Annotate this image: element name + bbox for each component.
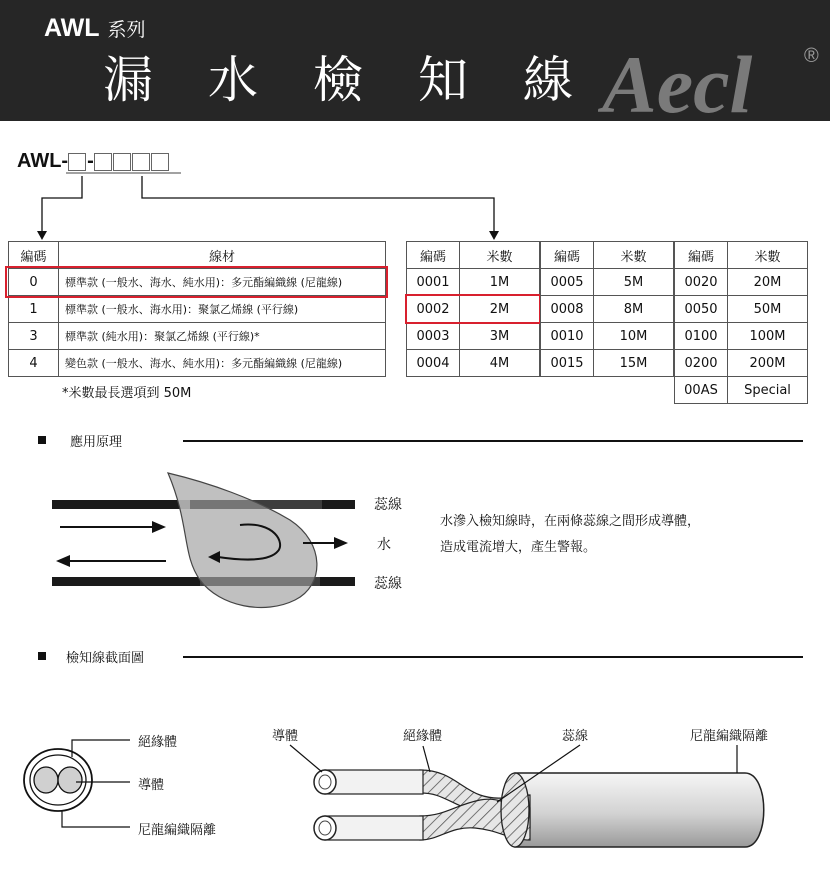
length-code: 0004 [407,350,460,377]
length-value: 8M [594,296,674,323]
length-value: 1M [460,269,540,296]
insulator-bottom [325,816,423,840]
label-conductor: 導體 [138,778,165,793]
arrow-right-icon [152,521,166,533]
length-value: Special [728,377,808,404]
material-connector [42,176,82,233]
table-row [407,350,540,377]
table-row [675,350,808,377]
section-heading: 檢知線截面圖 [66,651,145,666]
table-row [541,323,674,350]
length-code: 0001 [407,269,460,296]
leader-top-insulator [423,746,430,772]
length-code: 0010 [541,323,594,350]
column-header: 米數 [460,242,540,269]
length-connector [142,176,494,233]
bullet-icon [38,436,46,444]
length-code: 0050 [675,296,728,323]
table-row [675,323,808,350]
length-value: 3M [460,323,540,350]
table-row [9,323,386,350]
material-table [8,241,386,377]
conductor-core-top [319,775,331,789]
length-code: 0002 [407,296,460,323]
material-desc: 標準款 (純水用)：聚氯乙烯線 (平行線)* [59,323,386,350]
registered-mark: ® [804,45,819,67]
length-table-2 [540,241,674,377]
table-row [541,350,674,377]
length-value: 200M [728,350,808,377]
length-note: *米數最長選項到 50M [62,386,192,401]
table-row [541,296,674,323]
label-water: 水 [377,537,391,553]
column-header: 編碼 [9,242,59,269]
material-desc: 標準款 (一般水、海水、純水用)：多元酯編織線 (尼龍線) [59,269,386,296]
material-code: 1 [9,296,59,323]
principle-diagram [40,465,380,615]
table-row [407,323,540,350]
length-code: 0008 [541,296,594,323]
insulator-top [325,770,423,794]
arrow-right-icon [334,537,348,549]
leader-top-conductor [290,745,322,772]
column-header: 編碼 [675,242,728,269]
series-word: 系列 [107,19,146,41]
arrow-down-icon [37,231,47,240]
table-row [541,269,674,296]
length-code: 0003 [407,323,460,350]
label-core-top: 蕊線 [374,497,402,513]
length-value: 15M [594,350,674,377]
label-core-bottom: 蕊線 [374,576,402,592]
label-top-insulator: 絕緣體 [403,729,443,744]
length-code: 0015 [541,350,594,377]
length-code: 00AS [675,377,728,404]
brand-logo-text: Aecl [602,39,753,121]
length-code: 0200 [675,350,728,377]
wire-in-water [200,577,320,586]
section-cross-section [38,647,803,667]
length-value: 100M [728,323,808,350]
code-prefix: AWL- [17,150,69,172]
principle-text-line1: 水滲入檢知線時，在兩條蕊線之間形成導體， [440,514,701,529]
bullet-icon [38,652,46,660]
material-code: 0 [9,269,59,296]
length-value: 50M [728,296,808,323]
principle-text-line2: 造成電流增大，產生警報。 [440,540,597,555]
arrow-left-icon [56,555,70,567]
section-rule [183,656,803,658]
highlight-box [5,266,388,298]
label-top-conductor: 導體 [272,729,299,744]
length-code: 0005 [541,269,594,296]
length-code: 0100 [675,323,728,350]
water-drop [168,473,317,607]
cable-sheath [515,773,764,847]
material-desc: 變色款 (一般水、海水、純水用)：多元酯編織線 (尼龍線) [59,350,386,377]
length-value: 20M [728,269,808,296]
arrow-down-icon [489,231,499,240]
label-braid: 尼龍編織隔離 [138,823,217,838]
column-header: 米數 [594,242,674,269]
section-heading: 應用原理 [70,435,123,450]
column-header: 編碼 [541,242,594,269]
series-code: AWL [44,14,100,42]
code-dash: - [87,150,94,172]
column-header: 米數 [728,242,808,269]
length-table-3 [674,241,808,404]
leader-insulator [72,740,130,757]
section-rule [183,440,803,442]
length-value: 10M [594,323,674,350]
braid-end [501,773,529,847]
column-header: 線材 [59,242,386,269]
label-top-braid: 尼龍編織隔離 [690,729,769,744]
label-insulator: 絕緣體 [138,735,178,750]
core-right-circle [58,767,82,793]
page-title: 漏水檢知線 [103,51,628,109]
material-code: 3 [9,323,59,350]
table-row [675,296,808,323]
table-row [9,350,386,377]
table-row [675,269,808,296]
table-row [675,377,808,404]
length-value: 5M [594,269,674,296]
table-header-row [9,242,386,269]
core-left-circle [34,767,58,793]
table-row [407,269,540,296]
wire-in-water [190,500,322,509]
leader-braid [62,810,130,827]
label-top-core: 蕊線 [562,729,589,744]
table-row [9,296,386,323]
code-connector-lines [0,0,830,250]
column-header: 編碼 [407,242,460,269]
highlight-box [405,294,541,324]
length-value: 2M [460,296,540,323]
material-desc: 標準款 (一般水、海水用)：聚氯乙烯線 (平行線) [59,296,386,323]
length-code: 0020 [675,269,728,296]
material-code: 4 [9,350,59,377]
conductor-core-bottom [319,821,331,835]
length-value: 4M [460,350,540,377]
section-principle [38,431,803,451]
